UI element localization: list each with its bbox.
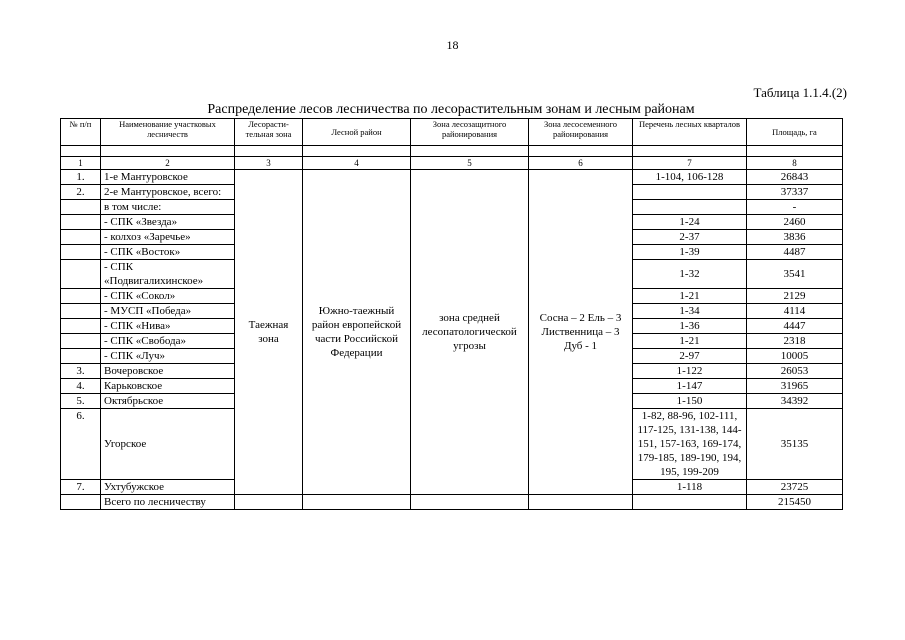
row-quarters: 1-118 (633, 480, 747, 495)
header-district: Лесной район (303, 119, 411, 146)
row-name: - МУСП «Победа» (101, 304, 235, 319)
header-area: Площадь, га (747, 119, 843, 146)
row-name: - СПК «Подвигалихинское» (101, 260, 235, 289)
row-area: 4487 (747, 245, 843, 260)
row-quarters: 1-21 (633, 334, 747, 349)
row-name: Ухтубужское (101, 480, 235, 495)
row-area: 2460 (747, 215, 843, 230)
row-name: - СПК «Звезда» (101, 215, 235, 230)
header-num: № п/п (61, 119, 101, 146)
row-quarters: 1-39 (633, 245, 747, 260)
row-number (61, 319, 101, 334)
row-number (61, 289, 101, 304)
row-number: 4. (61, 379, 101, 394)
row-name: 2-е Мантуровское, всего: (101, 185, 235, 200)
row-quarters: 1-34 (633, 304, 747, 319)
header-name: Наименование участковых лесничеств (101, 119, 235, 146)
row-number (61, 200, 101, 215)
table-label: Таблица 1.1.4.(2) (753, 85, 847, 100)
row-quarters: 1-82, 88-96, 102-111, 117-125, 131-138, 144-151, 157-163, 169-174, 179-185, 189-190, 194, 195, 199-209 (633, 409, 747, 480)
column-number: 7 (633, 157, 747, 170)
row-name: Угорское (101, 409, 235, 480)
row-number (61, 230, 101, 245)
column-number: 2 (101, 157, 235, 170)
forest-district-cell: Южно-таежный район европейской части Российской Федерации (303, 170, 411, 495)
row-quarters: 1-150 (633, 394, 747, 409)
row-quarters: 1-104, 106-128 (633, 170, 747, 185)
row-area: 2318 (747, 334, 843, 349)
row-name: Октябрьское (101, 394, 235, 409)
row-quarters: 1-36 (633, 319, 747, 334)
row-name: - СПК «Восток» (101, 245, 235, 260)
row-area: 2129 (747, 289, 843, 304)
seed-zone-cell: Сосна – 2 Ель – 3 Лиственница – 3 Дуб - 1 (529, 170, 633, 495)
header-protection-zone: Зона лесозащитного районирования (411, 119, 529, 146)
row-quarters: 2-37 (633, 230, 747, 245)
table-row (61, 170, 843, 185)
row-number: 3. (61, 364, 101, 379)
row-area: 26053 (747, 364, 843, 379)
row-area: 3836 (747, 230, 843, 245)
row-name: Вочеровское (101, 364, 235, 379)
row-name: - СПК «Луч» (101, 349, 235, 364)
row-quarters (633, 200, 747, 215)
forest-distribution-table (60, 118, 843, 510)
row-number: 6. (61, 409, 101, 480)
row-number (61, 349, 101, 364)
row-name: - СПК «Свобода» (101, 334, 235, 349)
header-row (61, 119, 843, 146)
row-number: 1. (61, 170, 101, 185)
row-area: 35135 (747, 409, 843, 480)
row-area: 26843 (747, 170, 843, 185)
protection-zone-cell: зона средней лесопатологической угрозы (411, 170, 529, 495)
row-name: - СПК «Нива» (101, 319, 235, 334)
row-area: 10005 (747, 349, 843, 364)
header-quarters: Перечень лесных кварталов (633, 119, 747, 146)
vegetation-zone-cell: Таежная зона (235, 170, 303, 495)
row-name: - колхоз «Заречье» (101, 230, 235, 245)
row-area: 34392 (747, 394, 843, 409)
spacer-row (61, 146, 843, 157)
column-number: 8 (747, 157, 843, 170)
page-number: 18 (446, 38, 459, 52)
total-area: 215450 (747, 495, 843, 510)
row-name: в том числе: (101, 200, 235, 215)
row-quarters: 1-147 (633, 379, 747, 394)
row-number (61, 260, 101, 289)
row-area: 4114 (747, 304, 843, 319)
row-area: - (747, 200, 843, 215)
row-number (61, 334, 101, 349)
column-number-row (61, 157, 843, 170)
row-quarters: 1-122 (633, 364, 747, 379)
row-name: Карьковское (101, 379, 235, 394)
row-quarters: 1-21 (633, 289, 747, 304)
column-number: 4 (303, 157, 411, 170)
row-number: 2. (61, 185, 101, 200)
column-number: 5 (411, 157, 529, 170)
column-number: 3 (235, 157, 303, 170)
row-number: 7. (61, 480, 101, 495)
row-quarters: 1-32 (633, 260, 747, 289)
row-name: - СПК «Сокол» (101, 289, 235, 304)
row-number (61, 215, 101, 230)
row-number (61, 245, 101, 260)
row-quarters: 1-24 (633, 215, 747, 230)
row-area: 31965 (747, 379, 843, 394)
row-area: 23725 (747, 480, 843, 495)
row-number (61, 304, 101, 319)
total-row (61, 495, 843, 510)
row-area: 4447 (747, 319, 843, 334)
row-area: 37337 (747, 185, 843, 200)
header-seed-zone: Зона лесосеменного районирования (529, 119, 633, 146)
row-number: 5. (61, 394, 101, 409)
column-number: 1 (61, 157, 101, 170)
row-quarters: 2-97 (633, 349, 747, 364)
row-area: 3541 (747, 260, 843, 289)
total-label: Всего по лесничеству (101, 495, 235, 510)
row-name: 1-е Мантуровское (101, 170, 235, 185)
column-number: 6 (529, 157, 633, 170)
header-zone: Лесорасти-тельная зона (235, 119, 303, 146)
row-quarters (633, 185, 747, 200)
table-title: Распределение лесов лесничества по лесорастительным зонам и лесным районам (207, 102, 695, 117)
